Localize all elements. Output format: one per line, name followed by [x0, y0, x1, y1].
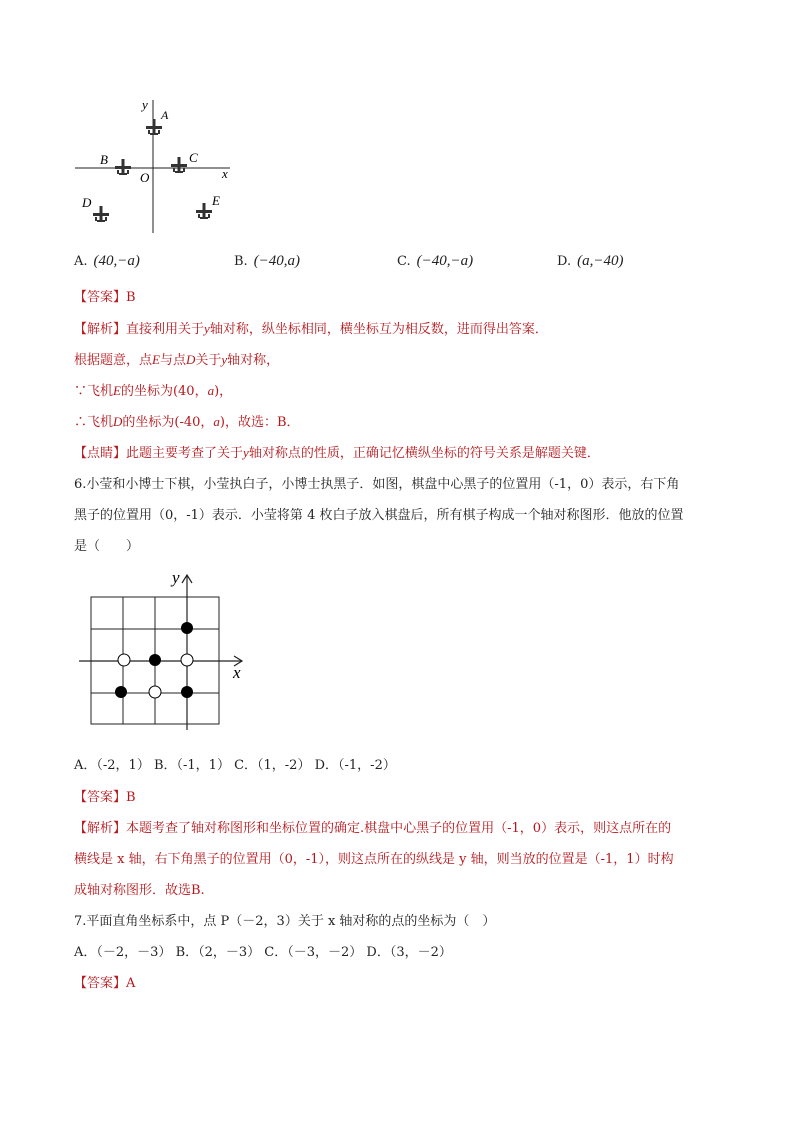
black-stone: [149, 654, 161, 666]
q6-go-board-figure: [74, 565, 254, 730]
q6-analysis-line2: 横线是 x 轴，右下角黑子的位置用（0，-1），则这点所在的纵线是 y 轴，则当放的位置是（-1，1）时构: [74, 852, 674, 867]
point-d-label: D: [82, 195, 92, 210]
white-stone: [149, 686, 161, 698]
point-c-label: C: [189, 150, 198, 165]
white-stone: [118, 654, 130, 666]
q5-comment: 【点睛】此题主要考查了关于y轴对称点的性质，正确记忆横纵坐标的符号关系是解题关键．: [74, 445, 600, 461]
q5-origin-label: O: [140, 170, 150, 185]
q5-answer: 【答案】B: [74, 290, 136, 305]
q5-analysis-line3: ∵飞机E的坐标为(40，a)，: [74, 383, 233, 399]
q6-analysis-line1: 【解析】本题考查了轴对称图形和坐标位置的确定.棋盘中心黑子的位置用（-1，0）表示，则这点所在的: [74, 821, 672, 836]
q5-option-a: A. (40,−a): [74, 253, 140, 269]
plane-e-icon: [196, 203, 212, 219]
q6-options: A．（-2，1） B．（-1，1） C．（1，-2） D．（-1，-2）: [74, 758, 396, 773]
plane-b-icon: [115, 159, 131, 175]
q5-x-label: x: [222, 166, 228, 181]
black-stone: [181, 686, 193, 698]
q5-airplane-figure: [70, 95, 240, 235]
q7-answer: 【答案】A: [74, 976, 136, 991]
q7-stem: 7.平面直角坐标系中，点 P（－2，3）关于 x 轴对称的点的坐标为（ ）: [74, 914, 496, 929]
point-a-label: A: [161, 108, 169, 122]
q6-stem-line2: 黑子的位置用（0，-1）表示．小莹将第 4 枚白子放入棋盘后，所有棋子构成一个轴对称图形．他放的位置: [74, 508, 684, 523]
plane-d-icon: [93, 206, 109, 222]
q6-stem-line1: 6.小莹和小博士下棋，小莹执白子，小博士执黑子．如图，棋盘中心黑子的位置用（-1，0）表示，右下角: [74, 477, 680, 492]
black-stone: [115, 686, 127, 698]
q6-x-label: x: [233, 663, 241, 682]
q5-analysis: 【解析】直接利用关于y轴对称，纵坐标相同，横坐标互为相反数，进而得出答案．: [74, 321, 548, 337]
q6-stem-line3: 是（ ）: [74, 539, 140, 554]
q6-answer: 【答案】B: [74, 790, 136, 805]
black-stone: [181, 622, 193, 634]
q6-y-label: y: [172, 568, 180, 587]
q5-analysis-line4: ∴飞机D的坐标为(-40，a)，故选：B．: [74, 414, 300, 430]
q5-analysis-line2: 根据题意，点E与点D关于y轴对称，: [74, 352, 280, 368]
plane-c-icon: [171, 157, 187, 173]
q5-y-label: y: [142, 97, 148, 112]
q7-options: A．（－2，－3） B．（2，－3） C．（－3，－2） D．（3，－2）: [74, 945, 452, 960]
q5-option-b: B. (−40,a): [234, 253, 301, 269]
q5-option-d: D. (a,−40): [557, 253, 624, 269]
point-e-label: E: [212, 193, 220, 208]
white-stone: [181, 654, 193, 666]
point-b-label: B: [100, 152, 108, 167]
q5-option-c: C. (−40,−a): [397, 253, 474, 269]
plane-a-icon: [146, 119, 162, 135]
q6-analysis-line3: 成轴对称图形．故选B.: [74, 883, 205, 898]
